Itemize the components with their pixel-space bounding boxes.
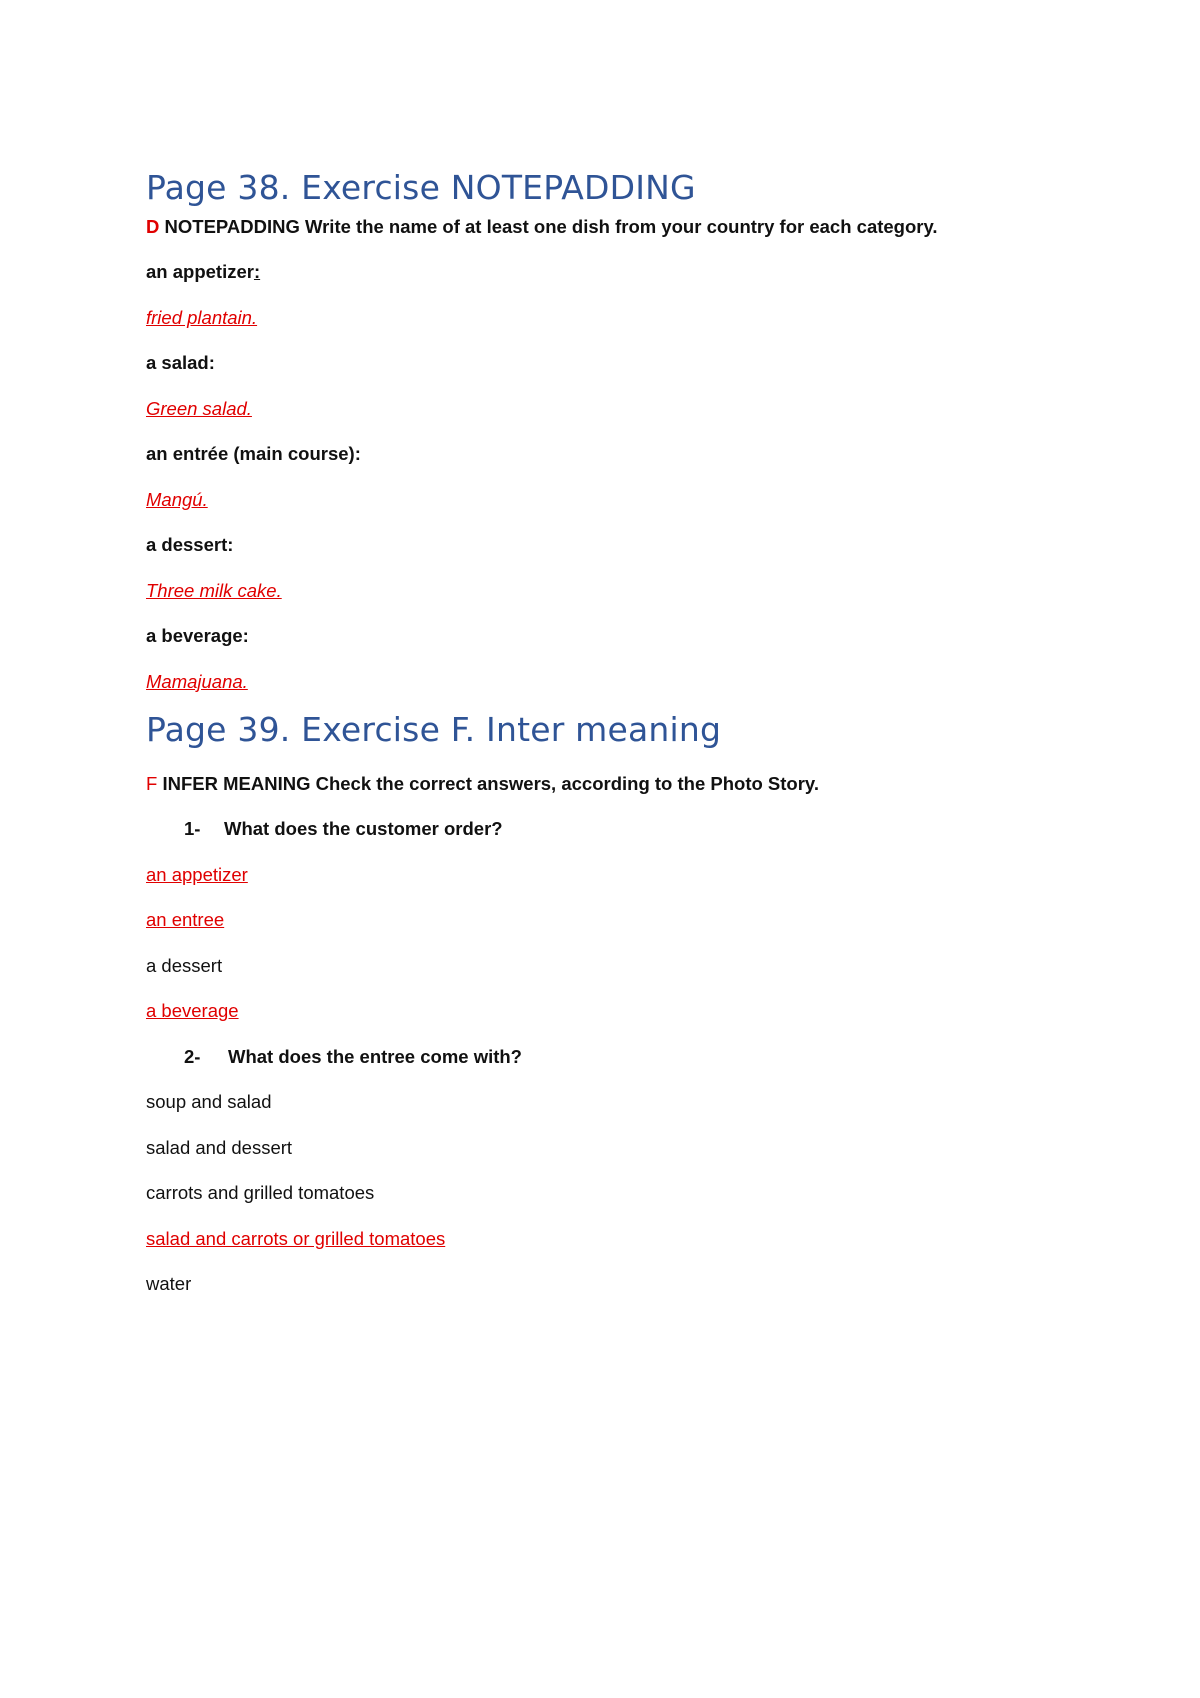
question-1 [184,818,503,840]
answer-salad: Green salad. [146,398,252,419]
answer-entree: Mangú. [146,489,208,510]
category-label-entree: an entrée (main course): [146,443,361,464]
instruction-letter: D [146,216,160,237]
option-q1-entree: an entree [146,909,225,930]
option-q1-beverage: a beverage [146,1000,239,1021]
option-q2-carrots-and-tomatoes: carrots and grilled tomatoes [146,1182,375,1203]
section-heading-page-38: Page 38. Exercise NOTEPADDING [146,168,696,207]
question-number: 1- [184,818,201,839]
option-q1-dessert: a dessert [146,955,223,976]
option-q2-soup-and-salad: soup and salad [146,1091,272,1112]
option-q1-appetizer: an appetizer [146,864,248,885]
instruction-letter: F [146,773,158,794]
category-label-dessert: a dessert: [146,534,234,555]
question-number: 2- [184,1046,201,1067]
category-label-appetizer: an appetizer: [146,261,261,282]
instruction-infer-meaning [146,773,819,795]
option-q2-salad-and-dessert: salad and dessert [146,1137,293,1158]
answer-appetizer: fried plantain. [146,307,258,328]
question-2 [184,1046,522,1068]
category-label-beverage: a beverage: [146,625,249,646]
instruction-notepadding [146,216,938,238]
category-label-salad: a salad: [146,352,215,373]
answer-dessert: Three milk cake. [146,580,282,601]
instruction-text: INFER MEANING Check the correct answers, according to the Photo Story. [157,773,819,794]
instruction-text: NOTEPADDING Write the name of at least one dish from your country for each category. [159,216,938,237]
option-q2-water: water [146,1273,192,1294]
answer-beverage: Mamajuana. [146,671,248,692]
section-heading-page-39: Page 39. Exercise F. Inter meaning [146,710,722,749]
option-q2-salad-and-carrots: salad and carrots or grilled tomatoes [146,1228,446,1249]
question-text: What does the entree come with? [228,1046,522,1067]
question-text: What does the customer order? [224,818,503,839]
